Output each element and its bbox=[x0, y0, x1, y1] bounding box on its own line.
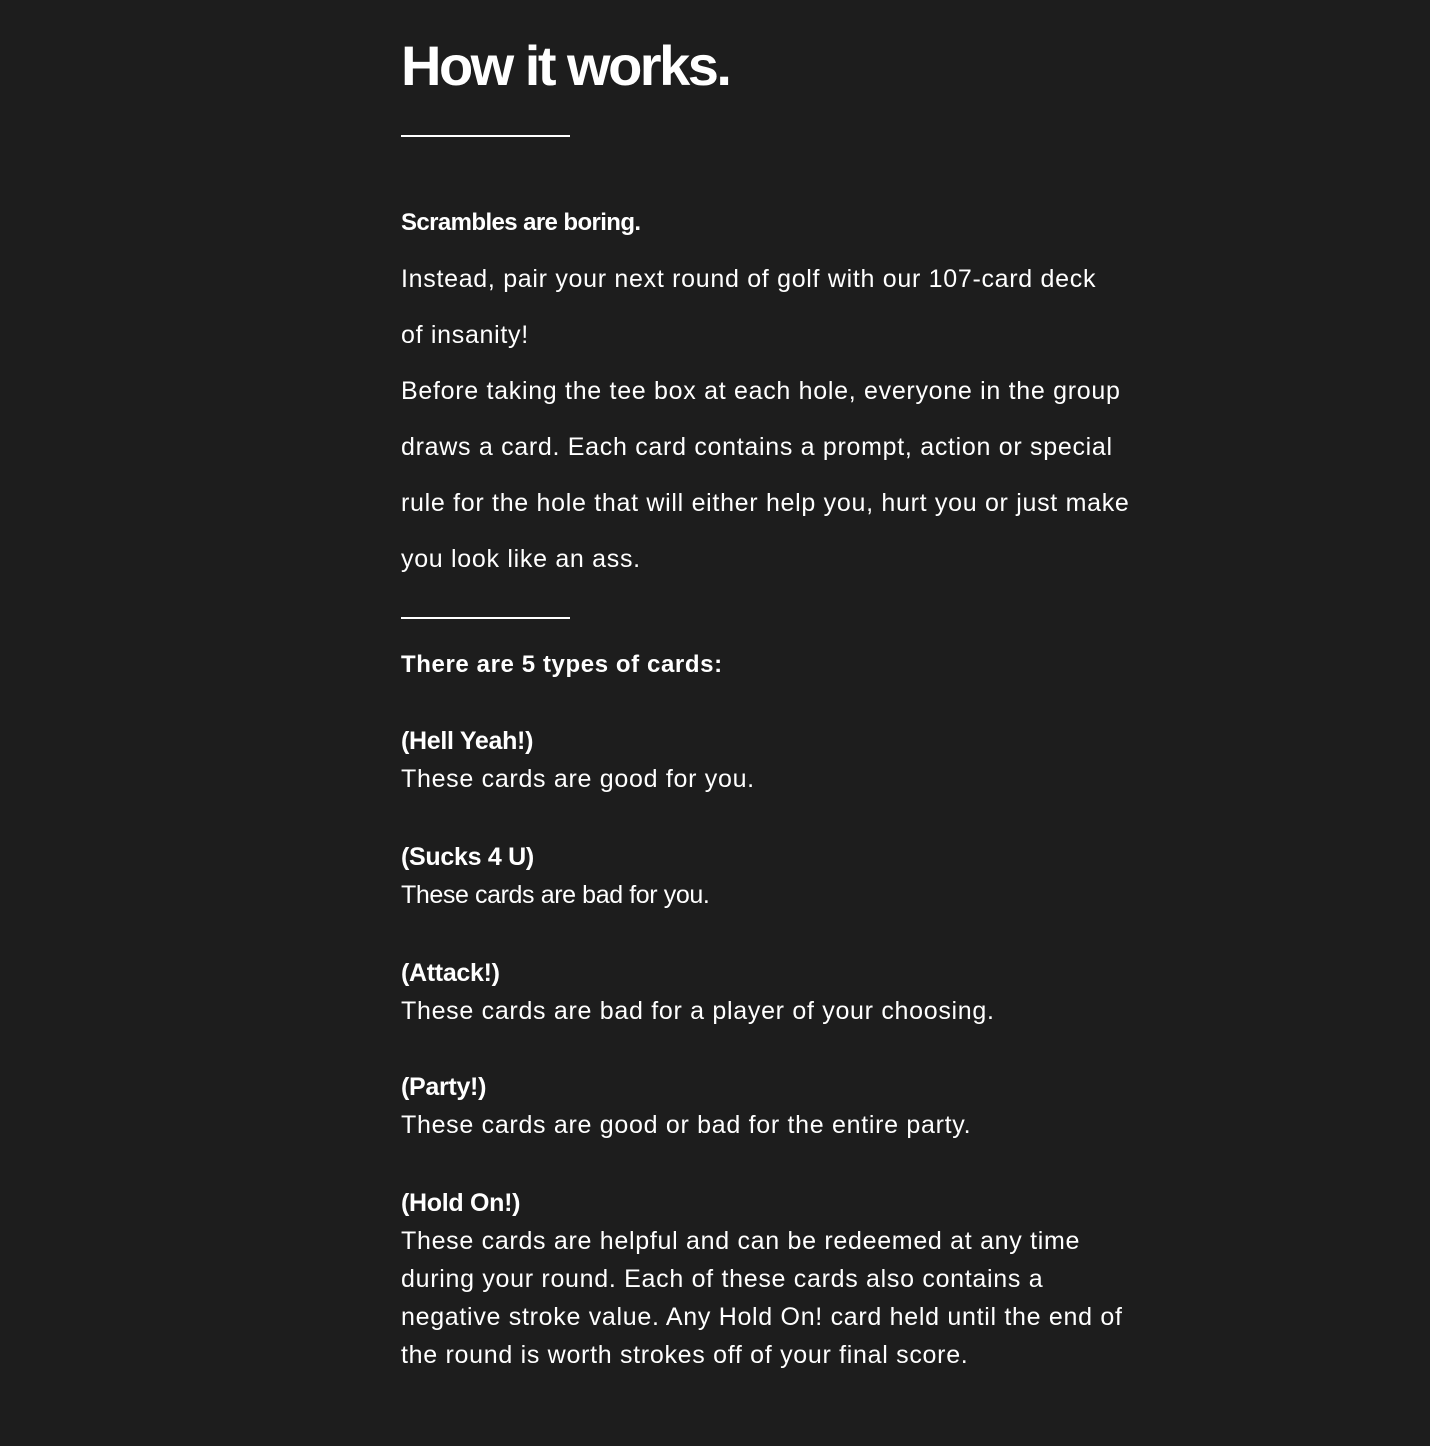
lead-text: Scrambles are boring. bbox=[401, 209, 641, 236]
section-divider bbox=[401, 617, 570, 619]
card-type-hold-on bbox=[401, 1184, 1141, 1374]
card-type-party bbox=[401, 1068, 1141, 1144]
title-divider bbox=[401, 135, 570, 137]
card-type-description: These cards are bad for a player of your choosing. bbox=[401, 997, 995, 1025]
card-type-description: These cards are good or bad for the entire party. bbox=[401, 1111, 972, 1139]
card-type-attack bbox=[401, 954, 1141, 1030]
card-type-sucks-4-u bbox=[401, 838, 1141, 914]
card-types-heading: There are 5 types of cards: bbox=[401, 651, 723, 678]
card-type-description: These cards are bad for you. bbox=[401, 881, 710, 909]
card-type-hell-yeah bbox=[401, 722, 1141, 798]
section-title: How it works. bbox=[401, 34, 730, 97]
card-type-description: These cards are helpful and can be redeemed at any time during your round. Each of these cards also contains a negative stroke value. Any Hold On! card held until the end of the round is worth strokes off of your final score. bbox=[401, 1227, 1123, 1369]
card-type-name: (Hold On!) bbox=[401, 1189, 521, 1217]
card-type-name: (Attack!) bbox=[401, 959, 500, 987]
card-type-name: (Hell Yeah!) bbox=[401, 727, 534, 755]
description-paragraph: Before taking the tee box at each hole, everyone in the group draws a card. Each card contains a prompt, action or special rule for the hole that will either help you, hurt you or just make you look like an ass. bbox=[401, 377, 1130, 573]
intro-paragraph: Instead, pair your next round of golf with our 107-card deck of insanity! bbox=[401, 265, 1097, 349]
card-type-name: (Sucks 4 U) bbox=[401, 843, 534, 871]
card-type-name: (Party!) bbox=[401, 1073, 487, 1101]
card-type-description: These cards are good for you. bbox=[401, 765, 755, 793]
